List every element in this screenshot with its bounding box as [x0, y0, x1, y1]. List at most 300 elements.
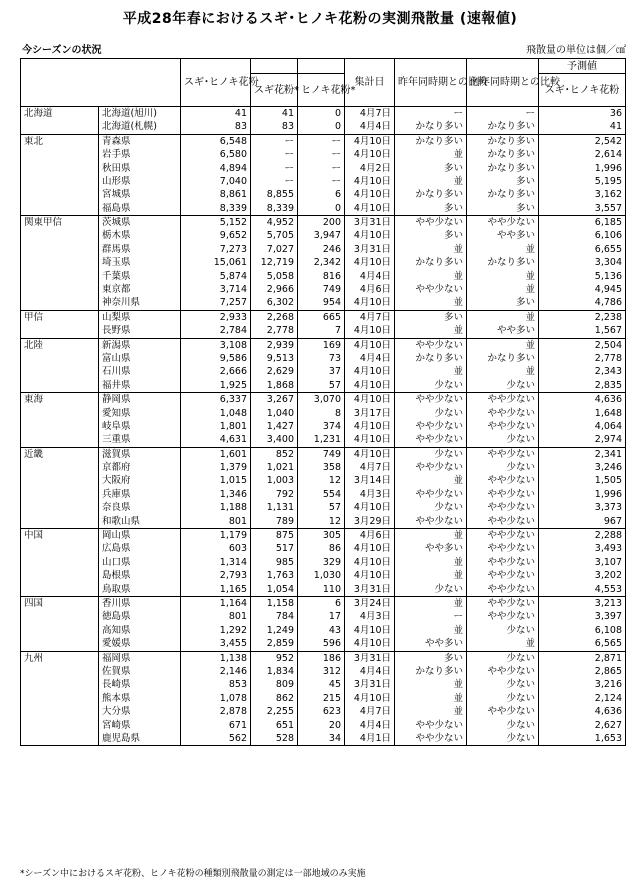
hinoki-cell: 312: [298, 665, 345, 678]
total-cell: 83: [181, 120, 251, 134]
forecast-cell: 4,786: [539, 296, 626, 310]
header-forecast-sub: スギ･ヒノキ花粉: [539, 74, 626, 107]
forecast-cell: 3,493: [539, 543, 626, 556]
prev-year-cell: かなり多い: [395, 134, 467, 148]
total-cell: 6,580: [181, 148, 251, 161]
sugi-cell: 789: [251, 515, 298, 529]
normal-year-cell: 並: [467, 270, 539, 283]
date-cell: 4月10日: [345, 624, 395, 637]
total-cell: 1,801: [181, 420, 251, 433]
total-cell: 9,586: [181, 352, 251, 365]
sugi-cell: 1,249: [251, 624, 298, 637]
region-cell: [21, 732, 99, 746]
hinoki-cell: 954: [298, 296, 345, 310]
prev-year-cell: やや少ない: [395, 488, 467, 501]
forecast-cell: 2,778: [539, 352, 626, 365]
prefecture-cell: 青森県: [99, 134, 181, 148]
table-row: [21, 420, 626, 433]
sugi-cell: 651: [251, 719, 298, 732]
normal-year-cell: やや少ない: [467, 705, 539, 718]
hinoki-cell: 37: [298, 365, 345, 378]
sugi-cell: 1,021: [251, 461, 298, 474]
total-cell: 801: [181, 610, 251, 623]
prev-year-cell: やや多い: [395, 637, 467, 651]
sugi-cell: 517: [251, 543, 298, 556]
normal-year-cell: やや少ない: [467, 488, 539, 501]
prefecture-cell: 大阪府: [99, 475, 181, 488]
hinoki-cell: 246: [298, 243, 345, 256]
region-cell: [21, 583, 99, 597]
forecast-cell: 3,373: [539, 501, 626, 514]
total-cell: 1,292: [181, 624, 251, 637]
hinoki-cell: 6: [298, 188, 345, 201]
prev-year-cell: やや少ない: [395, 433, 467, 447]
prefecture-cell: 三重県: [99, 433, 181, 447]
hinoki-cell: 1,030: [298, 569, 345, 582]
date-cell: 4月10日: [345, 393, 395, 407]
prefecture-cell: 京都府: [99, 461, 181, 474]
total-cell: 2,878: [181, 705, 251, 718]
sugi-cell: ー: [251, 148, 298, 161]
date-cell: 3月17日: [345, 407, 395, 420]
table-row: [21, 732, 626, 746]
forecast-cell: 2,974: [539, 433, 626, 447]
table-row: [21, 188, 626, 201]
prefecture-cell: 栃木県: [99, 230, 181, 243]
prefecture-cell: 秋田県: [99, 162, 181, 175]
forecast-cell: 1,653: [539, 732, 626, 746]
forecast-cell: 2,865: [539, 665, 626, 678]
prefecture-cell: 石川県: [99, 365, 181, 378]
prev-year-cell: やや少ない: [395, 283, 467, 296]
region-cell: [21, 461, 99, 474]
sugi-cell: 7,027: [251, 243, 298, 256]
prefecture-cell: 熊本県: [99, 692, 181, 705]
header-hinoki: ヒノキ花粉*: [298, 74, 345, 107]
date-cell: 4月10日: [345, 134, 395, 148]
hinoki-cell: ー: [298, 175, 345, 188]
region-cell: [21, 692, 99, 705]
date-cell: 4月10日: [345, 256, 395, 269]
header-sugi-hinoki: スギ･ヒノキ花粉: [181, 59, 251, 107]
normal-year-cell: やや少ない: [467, 583, 539, 597]
sugi-cell: 1,834: [251, 665, 298, 678]
date-cell: 4月10日: [345, 447, 395, 461]
hinoki-cell: 73: [298, 352, 345, 365]
date-cell: 4月10日: [345, 202, 395, 216]
region-cell: [21, 365, 99, 378]
prefecture-cell: 岡山県: [99, 529, 181, 543]
sugi-cell: 784: [251, 610, 298, 623]
header-sugi: スギ花粉*: [251, 74, 298, 107]
hinoki-cell: 2,342: [298, 256, 345, 269]
prefecture-cell: 埼玉県: [99, 256, 181, 269]
table-row: [21, 475, 626, 488]
sugi-cell: 4,952: [251, 216, 298, 230]
prev-year-cell: かなり多い: [395, 188, 467, 201]
region-cell: 北海道: [21, 107, 99, 121]
forecast-cell: 5,136: [539, 270, 626, 283]
normal-year-cell: やや少ない: [467, 556, 539, 569]
hinoki-cell: 3,947: [298, 230, 345, 243]
prev-year-cell: 並: [395, 148, 467, 161]
prev-year-cell: 並: [395, 475, 467, 488]
prev-year-cell: 少ない: [395, 583, 467, 597]
forecast-cell: 6,655: [539, 243, 626, 256]
normal-year-cell: やや少ない: [467, 447, 539, 461]
normal-year-cell: やや少ない: [467, 475, 539, 488]
normal-year-cell: やや少ない: [467, 543, 539, 556]
sugi-cell: 952: [251, 651, 298, 665]
prefecture-cell: 島根県: [99, 569, 181, 582]
total-cell: 4,631: [181, 433, 251, 447]
forecast-cell: 3,246: [539, 461, 626, 474]
normal-year-cell: かなり多い: [467, 162, 539, 175]
region-cell: [21, 543, 99, 556]
total-cell: 1,164: [181, 597, 251, 611]
date-cell: 4月10日: [345, 188, 395, 201]
hinoki-cell: 358: [298, 461, 345, 474]
normal-year-cell: 少ない: [467, 433, 539, 447]
total-cell: 1,138: [181, 651, 251, 665]
table-row: [21, 407, 626, 420]
prev-year-cell: 並: [395, 569, 467, 582]
hinoki-cell: 186: [298, 651, 345, 665]
normal-year-cell: かなり多い: [467, 188, 539, 201]
date-cell: 4月4日: [345, 120, 395, 134]
prefecture-cell: 宮崎県: [99, 719, 181, 732]
sugi-cell: 2,268: [251, 310, 298, 324]
forecast-cell: 4,636: [539, 393, 626, 407]
table-row: [21, 379, 626, 393]
total-cell: 853: [181, 678, 251, 691]
prefecture-cell: 福島県: [99, 202, 181, 216]
sugi-cell: 528: [251, 732, 298, 746]
prefecture-cell: 茨城県: [99, 216, 181, 230]
table-row: [21, 433, 626, 447]
date-cell: 4月7日: [345, 461, 395, 474]
prev-year-cell: 少ない: [395, 379, 467, 393]
hinoki-cell: ー: [298, 162, 345, 175]
prefecture-cell: 徳島県: [99, 610, 181, 623]
date-cell: 4月4日: [345, 352, 395, 365]
date-cell: 4月10日: [345, 420, 395, 433]
hinoki-cell: 215: [298, 692, 345, 705]
hinoki-cell: 8: [298, 407, 345, 420]
forecast-cell: 6,185: [539, 216, 626, 230]
date-cell: 4月4日: [345, 270, 395, 283]
date-cell: 4月10日: [345, 637, 395, 651]
normal-year-cell: 並: [467, 283, 539, 296]
header-blank-top: [251, 59, 298, 74]
prev-year-cell: 多い: [395, 310, 467, 324]
region-cell: [21, 296, 99, 310]
table-row: [21, 230, 626, 243]
table-row: [21, 270, 626, 283]
date-cell: 3月31日: [345, 243, 395, 256]
date-cell: 4月3日: [345, 610, 395, 623]
normal-year-cell: 少ない: [467, 732, 539, 746]
prefecture-cell: 千葉県: [99, 270, 181, 283]
region-cell: 九州: [21, 651, 99, 665]
hinoki-cell: ー: [298, 134, 345, 148]
table-row: [21, 501, 626, 514]
sugi-cell: 9,513: [251, 352, 298, 365]
prev-year-cell: 並: [395, 175, 467, 188]
prefecture-cell: 滋賀県: [99, 447, 181, 461]
prev-year-cell: 並: [395, 597, 467, 611]
normal-year-cell: 並: [467, 338, 539, 352]
prev-year-cell: やや少ない: [395, 216, 467, 230]
sugi-cell: 1,158: [251, 597, 298, 611]
prefecture-cell: 大分県: [99, 705, 181, 718]
region-cell: 近畿: [21, 447, 99, 461]
forecast-cell: 1,996: [539, 162, 626, 175]
hinoki-cell: 34: [298, 732, 345, 746]
forecast-cell: 2,238: [539, 310, 626, 324]
date-cell: 3月31日: [345, 651, 395, 665]
sugi-cell: 5,058: [251, 270, 298, 283]
total-cell: 562: [181, 732, 251, 746]
prefecture-cell: 山口県: [99, 556, 181, 569]
sugi-cell: 83: [251, 120, 298, 134]
normal-year-cell: かなり多い: [467, 148, 539, 161]
normal-year-cell: 少ない: [467, 678, 539, 691]
date-cell: 4月10日: [345, 324, 395, 338]
normal-year-cell: 多い: [467, 296, 539, 310]
table-row: [21, 162, 626, 175]
header-blank-top2: [298, 59, 345, 74]
hinoki-cell: 169: [298, 338, 345, 352]
region-cell: [21, 324, 99, 338]
forecast-cell: 1,567: [539, 324, 626, 338]
normal-year-cell: かなり多い: [467, 256, 539, 269]
table-row: [21, 148, 626, 161]
normal-year-cell: やや少ない: [467, 420, 539, 433]
prefecture-cell: 佐賀県: [99, 665, 181, 678]
sugi-cell: ー: [251, 175, 298, 188]
prefecture-cell: 愛媛県: [99, 637, 181, 651]
forecast-cell: 6,106: [539, 230, 626, 243]
prev-year-cell: かなり多い: [395, 665, 467, 678]
prev-year-cell: 並: [395, 270, 467, 283]
normal-year-cell: 少ない: [467, 461, 539, 474]
normal-year-cell: かなり多い: [467, 120, 539, 134]
table-row: [21, 529, 626, 543]
table-row: [21, 393, 626, 407]
table-row: [21, 134, 626, 148]
total-cell: 2,933: [181, 310, 251, 324]
header-forecast: 予測値: [539, 59, 626, 74]
sugi-cell: 1,868: [251, 379, 298, 393]
prev-year-cell: やや少ない: [395, 461, 467, 474]
sugi-cell: 3,400: [251, 433, 298, 447]
total-cell: 9,652: [181, 230, 251, 243]
date-cell: 3月29日: [345, 515, 395, 529]
date-cell: 4月4日: [345, 665, 395, 678]
forecast-cell: 3,304: [539, 256, 626, 269]
sugi-cell: 852: [251, 447, 298, 461]
prev-year-cell: 多い: [395, 202, 467, 216]
prefecture-cell: 鹿児島県: [99, 732, 181, 746]
date-cell: 3月14日: [345, 475, 395, 488]
region-cell: [21, 230, 99, 243]
total-cell: 7,273: [181, 243, 251, 256]
normal-year-cell: 少ない: [467, 624, 539, 637]
table-row: [21, 665, 626, 678]
prev-year-cell: 並: [395, 529, 467, 543]
total-cell: 3,108: [181, 338, 251, 352]
normal-year-cell: 並: [467, 637, 539, 651]
forecast-cell: 1,648: [539, 407, 626, 420]
date-cell: 3月31日: [345, 678, 395, 691]
total-cell: 1,078: [181, 692, 251, 705]
header-prev-year: 昨年同時期との比較: [395, 59, 467, 107]
prev-year-cell: 並: [395, 324, 467, 338]
region-cell: 甲信: [21, 310, 99, 324]
prev-year-cell: 並: [395, 243, 467, 256]
table-row: [21, 488, 626, 501]
hinoki-cell: 1,231: [298, 433, 345, 447]
prefecture-cell: 山形県: [99, 175, 181, 188]
forecast-cell: 3,557: [539, 202, 626, 216]
normal-year-cell: 並: [467, 310, 539, 324]
sugi-cell: 41: [251, 107, 298, 121]
page-title: 平成28年春におけるスギ･ヒノキ花粉の実測飛散量 (速報値): [122, 11, 518, 27]
prefecture-cell: 新潟県: [99, 338, 181, 352]
forecast-cell: 967: [539, 515, 626, 529]
region-cell: [21, 162, 99, 175]
region-cell: [21, 501, 99, 514]
date-cell: 4月2日: [345, 162, 395, 175]
table-row: [21, 556, 626, 569]
region-cell: [21, 243, 99, 256]
sugi-cell: 8,855: [251, 188, 298, 201]
date-cell: 4月10日: [345, 556, 395, 569]
table-row: [21, 243, 626, 256]
prev-year-cell: 並: [395, 556, 467, 569]
sugi-cell: 1,427: [251, 420, 298, 433]
normal-year-cell: やや少ない: [467, 529, 539, 543]
normal-year-cell: 少ない: [467, 379, 539, 393]
total-cell: 1,048: [181, 407, 251, 420]
hinoki-cell: 12: [298, 515, 345, 529]
total-cell: 603: [181, 543, 251, 556]
prefecture-cell: 福岡県: [99, 651, 181, 665]
prefecture-cell: 高知県: [99, 624, 181, 637]
hinoki-cell: 7: [298, 324, 345, 338]
table-row: [21, 120, 626, 134]
date-cell: 4月10日: [345, 365, 395, 378]
sugi-cell: 6,302: [251, 296, 298, 310]
prev-year-cell: ー: [395, 107, 467, 121]
region-cell: [21, 433, 99, 447]
forecast-cell: 4,945: [539, 283, 626, 296]
region-cell: [21, 175, 99, 188]
hinoki-cell: 596: [298, 637, 345, 651]
date-cell: 3月31日: [345, 216, 395, 230]
region-cell: [21, 420, 99, 433]
normal-year-cell: やや少ない: [467, 501, 539, 514]
prefecture-cell: 奈良県: [99, 501, 181, 514]
hinoki-cell: 200: [298, 216, 345, 230]
region-cell: [21, 148, 99, 161]
region-cell: [21, 188, 99, 201]
region-cell: [21, 256, 99, 269]
date-cell: 4月1日: [345, 732, 395, 746]
region-cell: [21, 678, 99, 691]
prev-year-cell: 並: [395, 365, 467, 378]
total-cell: 1,179: [181, 529, 251, 543]
sugi-cell: 2,859: [251, 637, 298, 651]
hinoki-cell: 749: [298, 447, 345, 461]
total-cell: 7,257: [181, 296, 251, 310]
prefecture-cell: 広島県: [99, 543, 181, 556]
forecast-cell: 2,288: [539, 529, 626, 543]
hinoki-cell: 17: [298, 610, 345, 623]
sugi-cell: 985: [251, 556, 298, 569]
hinoki-cell: 554: [298, 488, 345, 501]
date-cell: 4月10日: [345, 230, 395, 243]
total-cell: 1,015: [181, 475, 251, 488]
prev-year-cell: 少ない: [395, 501, 467, 514]
table-row: [21, 447, 626, 461]
sugi-cell: 1,003: [251, 475, 298, 488]
prefecture-cell: 群馬県: [99, 243, 181, 256]
date-cell: 4月10日: [345, 501, 395, 514]
forecast-cell: 5,195: [539, 175, 626, 188]
total-cell: 7,040: [181, 175, 251, 188]
hinoki-cell: 0: [298, 120, 345, 134]
prefecture-cell: 山梨県: [99, 310, 181, 324]
forecast-cell: 41: [539, 120, 626, 134]
prev-year-cell: 多い: [395, 162, 467, 175]
forecast-cell: 1,996: [539, 488, 626, 501]
total-cell: 1,925: [181, 379, 251, 393]
sugi-cell: 2,939: [251, 338, 298, 352]
table-row: [21, 283, 626, 296]
prev-year-cell: やや少ない: [395, 338, 467, 352]
forecast-cell: 2,871: [539, 651, 626, 665]
forecast-cell: 3,107: [539, 556, 626, 569]
normal-year-cell: やや少ない: [467, 665, 539, 678]
date-cell: 4月10日: [345, 148, 395, 161]
date-cell: 4月7日: [345, 107, 395, 121]
table-row: [21, 202, 626, 216]
forecast-cell: 4,064: [539, 420, 626, 433]
normal-year-cell: 多い: [467, 202, 539, 216]
forecast-cell: 4,636: [539, 705, 626, 718]
date-cell: 3月31日: [345, 583, 395, 597]
normal-year-cell: やや少ない: [467, 569, 539, 582]
region-cell: [21, 270, 99, 283]
region-cell: [21, 637, 99, 651]
total-cell: 6,337: [181, 393, 251, 407]
total-cell: 41: [181, 107, 251, 121]
region-cell: [21, 610, 99, 623]
hinoki-cell: 6: [298, 597, 345, 611]
prefecture-cell: 和歌山県: [99, 515, 181, 529]
region-cell: [21, 515, 99, 529]
region-cell: [21, 120, 99, 134]
total-cell: 1,165: [181, 583, 251, 597]
prefecture-cell: 愛知県: [99, 407, 181, 420]
total-cell: 8,339: [181, 202, 251, 216]
sugi-cell: 2,778: [251, 324, 298, 338]
region-cell: [21, 719, 99, 732]
normal-year-cell: 並: [467, 365, 539, 378]
sugi-cell: ー: [251, 162, 298, 175]
